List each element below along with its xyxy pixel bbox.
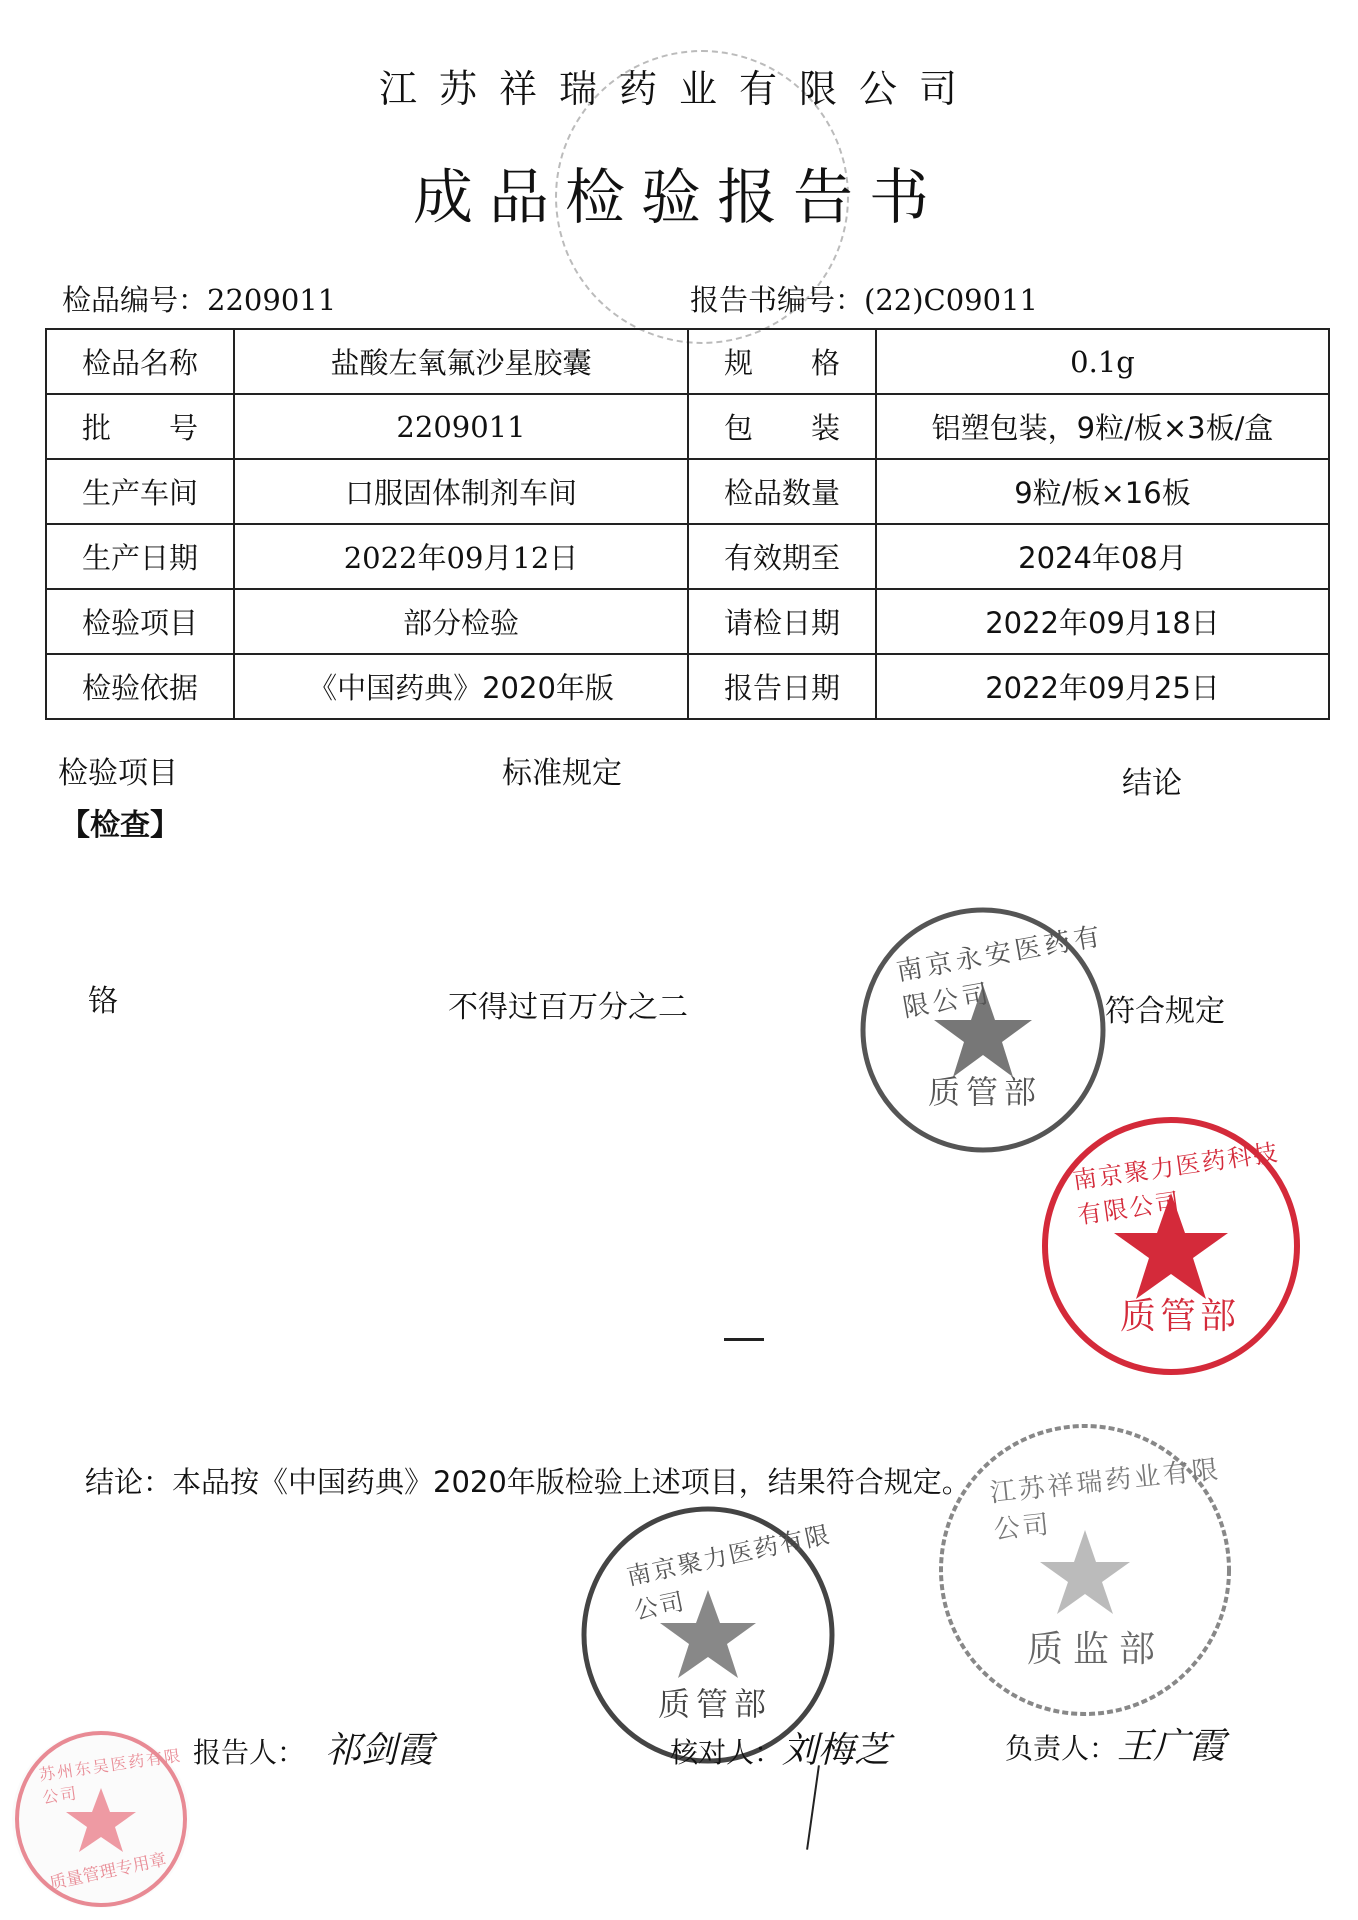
info-table: [45, 328, 1330, 720]
label-cell: 检验项目: [46, 589, 234, 654]
section-heading: 【检查】: [60, 808, 180, 843]
label-cell: 请检日期: [688, 589, 876, 654]
responsible-signature: 王广霞: [1117, 1726, 1226, 1767]
sample-number-value: 2209011: [207, 283, 337, 317]
stamp-dongwu: [12, 1730, 190, 1908]
table-row: [46, 524, 1329, 589]
value-cell: 2024年08月: [876, 524, 1329, 589]
value-cell: 2022年09月12日: [234, 524, 688, 589]
label-cell: 批 号: [46, 394, 234, 459]
divider-mark: [724, 1338, 764, 1341]
checker-signature: 刘梅芝: [782, 1730, 891, 1771]
conclusion-text: 结论：本品按《中国药典》2020年版检验上述项目，结果符合规定。: [85, 1465, 971, 1499]
checker-field: [670, 1722, 890, 1773]
company-name: 江苏祥瑞药业有限公司: [378, 67, 979, 111]
stamp-dept: 质管部: [658, 1685, 773, 1723]
value-cell: 2022年09月25日: [876, 654, 1329, 719]
table-row: [46, 329, 1329, 394]
report-number-label: 报告书编号：: [690, 283, 865, 317]
value-cell: 铝塑包装，9粒/板×3板/盒: [876, 394, 1329, 459]
stamp-xiangrui: [935, 1420, 1235, 1720]
table-row: [46, 394, 1329, 459]
stamp-dept: 质管部: [1120, 1296, 1241, 1337]
label-cell: 有效期至: [688, 524, 876, 589]
stamp-text: 江苏祥瑞药业有限公司: [988, 1454, 1223, 1546]
label-cell: 生产车间: [46, 459, 234, 524]
value-cell: 9粒/板×16板: [876, 459, 1329, 524]
stamp-dept: 质监部: [1027, 1629, 1166, 1670]
table-row: [46, 459, 1329, 524]
report-number: [690, 278, 1038, 319]
label-cell: 生产日期: [46, 524, 234, 589]
column-header-item: 检验项目: [58, 756, 178, 791]
responsible-field: [1005, 1718, 1225, 1769]
table-row: [46, 589, 1329, 654]
sample-number: [62, 278, 336, 319]
stamp-dept: 质量管理专用章: [47, 1849, 169, 1895]
stamp-juli-red: [1040, 1115, 1302, 1377]
label-cell: 报告日期: [688, 654, 876, 719]
stamp-text: 南京永安医药有限公司: [894, 921, 1107, 1024]
reporter-signature: 祁剑霞: [325, 1730, 434, 1771]
stamp-text: 南京聚力医药有限公司: [624, 1520, 834, 1626]
column-header-conclusion: 结论: [1122, 766, 1182, 801]
value-cell: 《中国药典》2020年版: [234, 654, 688, 719]
report-number-value: (22)C09011: [864, 283, 1038, 317]
value-cell: 部分检验: [234, 589, 688, 654]
label-cell: 检品名称: [46, 329, 234, 394]
responsible-label: 负责人：: [1005, 1732, 1118, 1765]
result-item: 铬: [88, 984, 118, 1019]
value-cell: 2209011: [234, 394, 688, 459]
reporter-label: 报告人：: [193, 1736, 306, 1769]
stamp-text: 南京聚力医药科技有限公司: [1071, 1138, 1281, 1230]
sample-number-label: 检品编号：: [62, 283, 208, 317]
value-cell: 口服固体制剂车间: [234, 459, 688, 524]
checker-label: 核对人：: [670, 1736, 783, 1769]
report-title: 成品检验报告书: [413, 163, 945, 233]
reporter-field: [193, 1722, 433, 1773]
result-standard: 不得过百万分之二: [448, 990, 688, 1025]
stamp-dept: 质管部: [928, 1073, 1043, 1111]
table-row: [46, 654, 1329, 719]
label-cell: 检验依据: [46, 654, 234, 719]
label-cell: 包 装: [688, 394, 876, 459]
label-cell: 规 格: [688, 329, 876, 394]
value-cell: 盐酸左氧氟沙星胶囊: [234, 329, 688, 394]
label-cell: 检品数量: [688, 459, 876, 524]
stamp-text: 苏州东吴医药有限公司: [37, 1745, 184, 1808]
value-cell: 2022年09月18日: [876, 589, 1329, 654]
signature-stroke: [806, 1765, 820, 1849]
result-conclusion: 符合规定: [1105, 994, 1225, 1029]
value-cell: 0.1g: [876, 329, 1329, 394]
column-header-standard: 标准规定: [502, 756, 622, 791]
